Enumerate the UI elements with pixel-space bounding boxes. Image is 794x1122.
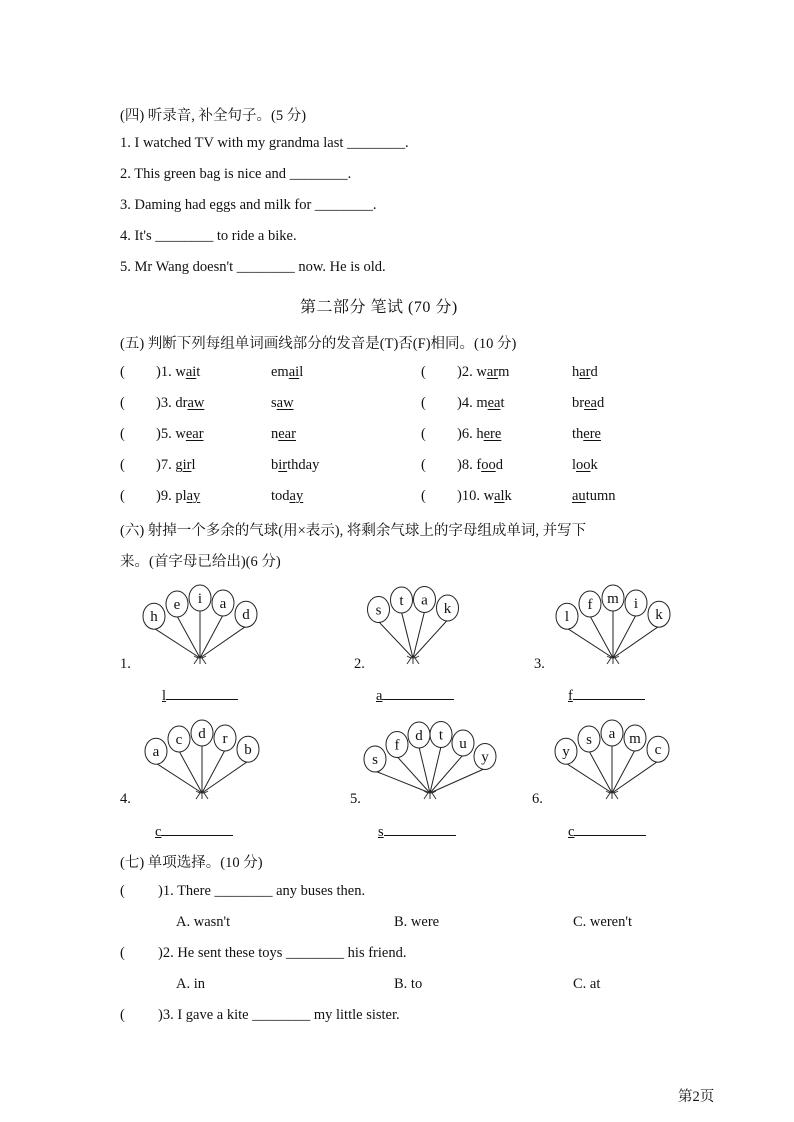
balloon-letter: m: [607, 591, 619, 607]
part4-item-2: 2. This green bag is nice and ________.: [120, 166, 352, 182]
answer-line[interactable]: [382, 686, 454, 700]
balloon-letter: i: [633, 596, 639, 612]
answer-line[interactable]: [384, 822, 456, 836]
answer-line[interactable]: [166, 686, 238, 700]
balloon-string: [612, 761, 658, 793]
balloon-letter: s: [586, 732, 592, 748]
balloon-bunch-4: [145, 720, 259, 799]
part-two-title: 第二部分 笔试 (70 分): [300, 299, 458, 316]
balloon-letter: y: [562, 744, 570, 761]
balloon-letter: b: [244, 742, 252, 759]
pair-number-text: )2.: [457, 364, 477, 380]
word-plain: s: [271, 395, 277, 411]
word-plain: k: [504, 488, 512, 504]
answer-blank-4[interactable]: [155, 822, 233, 841]
balloon-string: [613, 615, 636, 658]
balloon-letter: i: [197, 591, 203, 607]
option-b[interactable]: B. to: [394, 976, 423, 992]
balloon-letter: s: [372, 751, 378, 768]
first-letter: s: [378, 824, 384, 840]
underlined-letters: ea: [487, 395, 501, 411]
answer-blank-2[interactable]: [376, 686, 454, 705]
underlined-letters: ir: [278, 457, 288, 473]
underlined-letters: ai: [185, 364, 197, 380]
underlined-letters: al: [494, 488, 505, 504]
word-plain: m: [476, 395, 488, 411]
balloon-string: [566, 763, 612, 793]
word-plain: g: [175, 457, 183, 473]
balloon-string: [430, 768, 485, 793]
balloon-letter: h: [150, 609, 158, 626]
word-plain: h: [476, 426, 484, 442]
word-plain: l: [299, 364, 304, 380]
balloon-string: [202, 750, 225, 793]
pair-number-text: )4.: [457, 395, 477, 411]
underlined-letters: ere: [483, 426, 502, 442]
word-plain: d: [590, 364, 598, 380]
word-plain: d: [495, 457, 503, 473]
balloon-bunch-5: [364, 721, 496, 799]
pair-number-text: )6.: [457, 426, 477, 442]
underlined-letters: ai: [288, 364, 300, 380]
word-plain: m: [498, 364, 510, 380]
balloon-letter: a: [219, 596, 227, 612]
balloon-group-number: 6.: [532, 791, 543, 807]
answer-blank-1[interactable]: [162, 686, 238, 705]
word-plain: tod: [271, 488, 290, 504]
part4-item-3: 3. Daming had eggs and milk for ________.: [120, 197, 377, 213]
answer-paren[interactable]: (: [120, 883, 125, 899]
answer-line[interactable]: [573, 686, 645, 700]
word-plain: d: [596, 395, 605, 411]
balloon-string: [402, 612, 414, 658]
balloon-letter: c: [175, 732, 183, 748]
pair-number-text: )3.: [156, 395, 176, 411]
underlined-letters: aw: [276, 395, 294, 411]
answer-line[interactable]: [574, 822, 646, 836]
word-plain: t: [196, 364, 201, 380]
balloon-letter: t: [399, 592, 404, 609]
underlined-letters: ir: [182, 457, 192, 473]
option-a[interactable]: A. in: [176, 976, 205, 992]
balloon-string: [200, 615, 223, 658]
word-plain: l: [191, 457, 196, 473]
answer-paren[interactable]: (: [421, 426, 426, 442]
underlined-letters: ear: [278, 426, 296, 442]
word-plain: em: [271, 364, 289, 380]
balloon-bunch-3: [556, 585, 670, 664]
answer-blank-6[interactable]: [568, 822, 646, 841]
balloon-letter: y: [481, 749, 489, 766]
balloon-letter: a: [608, 726, 616, 742]
balloon-bunch-1: [143, 585, 257, 664]
word-plain: f: [476, 457, 482, 473]
underlined-letters: oo: [481, 457, 496, 473]
answer-blank-3[interactable]: [568, 686, 645, 705]
answer-paren[interactable]: (: [421, 364, 426, 380]
balloon-letter: d: [415, 727, 423, 744]
balloon-string: [156, 763, 202, 793]
balloon-group-number: 1.: [120, 656, 131, 672]
answer-paren[interactable]: (: [421, 488, 426, 504]
underlined-letters: ear: [185, 426, 204, 442]
word-plain: l: [572, 457, 577, 473]
option-b[interactable]: B. were: [394, 914, 440, 930]
question-stem: )2. He sent these toys ________ his friend.: [158, 945, 407, 961]
page-number: 第2页: [678, 1089, 715, 1105]
balloon-letter: k: [443, 600, 452, 617]
balloon-letter: u: [459, 735, 467, 752]
balloon-string: [379, 621, 414, 658]
word-plain: w: [476, 364, 487, 380]
balloon-string: [154, 628, 200, 658]
underlined-letters: au: [572, 488, 586, 504]
balloon-string: [179, 751, 202, 793]
underlined-letters: aw: [187, 395, 205, 411]
balloon-string: [375, 771, 430, 793]
balloon-string: [567, 628, 613, 658]
balloon-letter: e: [173, 597, 181, 613]
option-c[interactable]: C. weren't: [573, 914, 632, 930]
balloon-letter: c: [654, 742, 662, 759]
part5-header: (五) 判断下列每组单词画线部分的发音是(T)否(F)相同。(10 分): [120, 336, 517, 352]
part4-item-4: 4. It's ________ to ride a bike.: [120, 228, 297, 244]
balloon-string: [613, 626, 659, 658]
balloon-letter: r: [222, 731, 228, 747]
balloon-letter: f: [587, 597, 593, 613]
answer-paren[interactable]: (: [120, 457, 125, 473]
answer-blank-5[interactable]: [378, 822, 456, 841]
word-plain: thday: [287, 457, 320, 473]
pair-number-text: )7.: [156, 457, 176, 473]
underlined-letters: ay: [289, 488, 304, 504]
balloon-group-number: 2.: [354, 656, 365, 672]
word-plain: br: [572, 395, 585, 411]
part4-item-5: 5. Mr Wang doesn't ________ now. He is old.: [120, 259, 386, 275]
pair-number-text: )5.: [156, 426, 176, 442]
word-plain: k: [590, 457, 598, 473]
balloon-letter: a: [421, 592, 428, 609]
pair-number-text: )1.: [156, 364, 176, 380]
balloon-letter: l: [564, 609, 570, 626]
answer-paren[interactable]: (: [120, 488, 125, 504]
balloon-letter: d: [242, 607, 250, 624]
balloon-letter: d: [198, 726, 206, 742]
balloon-group-number: 3.: [534, 656, 545, 672]
word-plain: w: [175, 426, 186, 442]
part6-header-line1: (六) 射掉一个多余的气球(用×表示), 将剩余气球上的字母组成单词, 并写下: [120, 523, 587, 539]
first-letter: a: [376, 688, 383, 704]
balloon-string: [202, 761, 248, 793]
part7-header: (七) 单项选择。(10 分): [120, 855, 263, 871]
option-a[interactable]: A. wasn't: [176, 914, 231, 930]
balloon-string: [589, 751, 612, 793]
balloon-string: [590, 616, 613, 658]
word-plain: w: [483, 488, 495, 504]
balloon-group-number: 5.: [350, 791, 361, 807]
balloon-string: [177, 616, 200, 658]
balloon-letter: k: [655, 607, 663, 624]
balloon-letter: m: [629, 731, 641, 747]
underlined-letters: ere: [583, 426, 601, 442]
answer-paren[interactable]: (: [120, 945, 125, 961]
balloon-bunch-2: [368, 586, 459, 664]
answer-paren[interactable]: (: [421, 395, 426, 411]
answer-paren[interactable]: (: [120, 1007, 125, 1023]
pair-number-text: )8.: [457, 457, 477, 473]
word-plain: dr: [175, 395, 188, 411]
underlined-letters: ay: [186, 488, 201, 504]
question-stem: )1. There ________ any buses then.: [158, 883, 366, 899]
balloon-string: [419, 747, 430, 793]
balloon-letter: a: [152, 744, 160, 761]
balloon-string: [612, 750, 635, 793]
balloon-letter: f: [394, 737, 400, 754]
underlined-letters: ar: [579, 364, 591, 380]
word-plain: b: [271, 457, 279, 473]
word-plain: n: [271, 426, 279, 442]
underlined-letters: oo: [576, 457, 591, 473]
word-plain: w: [175, 364, 186, 380]
question-stem: )3. I gave a kite ________ my little sister.: [158, 1007, 400, 1023]
answer-paren[interactable]: (: [120, 426, 125, 442]
balloon-letter: s: [375, 602, 382, 619]
balloon-bunch-6: [555, 720, 669, 799]
part4-header: (四) 听录音, 补全句子。(5 分): [120, 108, 307, 124]
first-letter: c: [568, 824, 575, 840]
word-plain: t: [500, 395, 505, 411]
word-plain: tumn: [585, 488, 616, 504]
balloon-string: [397, 756, 430, 793]
part6-header-line2: 来。(首字母已给出)(6 分): [120, 554, 281, 570]
word-plain: th: [572, 426, 584, 442]
pair-number-text: )10.: [457, 488, 484, 504]
balloon-group-number: 4.: [120, 791, 131, 807]
underlined-letters: ar: [486, 364, 499, 380]
first-letter: f: [568, 688, 573, 704]
first-letter: l: [162, 688, 167, 704]
underlined-letters: ea: [584, 395, 597, 411]
balloon-letter: t: [438, 727, 444, 744]
answer-line[interactable]: [161, 822, 233, 836]
pair-number-text: )9.: [156, 488, 176, 504]
first-letter: c: [155, 824, 162, 840]
balloon-string: [200, 626, 246, 658]
word-plain: pl: [175, 488, 187, 504]
answer-paren[interactable]: (: [120, 364, 125, 380]
part4-item-1: 1. I watched TV with my grandma last ________.: [120, 135, 409, 151]
option-c[interactable]: C. at: [573, 976, 601, 992]
word-plain: h: [572, 364, 580, 380]
answer-paren[interactable]: (: [120, 395, 125, 411]
answer-paren[interactable]: (: [421, 457, 426, 473]
